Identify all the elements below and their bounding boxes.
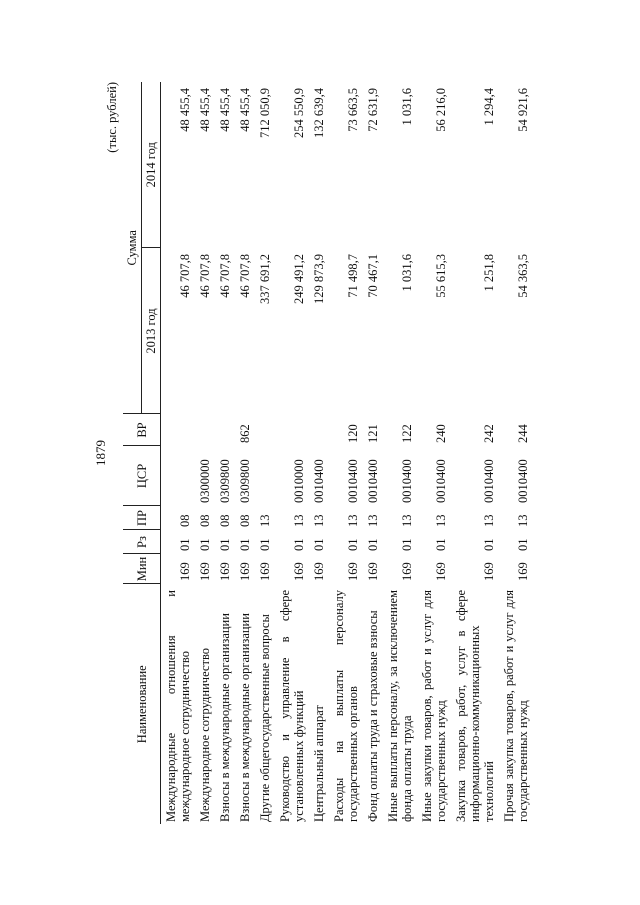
row-pr: 13	[366, 514, 380, 527]
row-2014: 1 031,6	[400, 87, 414, 125]
row-2014: 73 663,5	[346, 87, 360, 132]
header-row	[123, 82, 142, 824]
units-label: (тыс. рублей)	[105, 81, 119, 153]
row-csr: 0010400	[516, 458, 530, 503]
row-csr	[255, 446, 275, 506]
row-min: 169	[258, 561, 272, 581]
row-2014: 48 455,4	[238, 87, 252, 132]
row-2013: 46 707,8	[178, 253, 192, 298]
row-2013: 55 615,3	[434, 253, 448, 298]
row-rz: 01	[178, 538, 192, 551]
row-csr: 0010400	[312, 458, 326, 503]
row-min: 169	[434, 561, 448, 581]
row-pr: 13	[482, 514, 496, 527]
row-rz: 01	[198, 538, 212, 551]
row-name: Другие общегосударственные вопросы	[258, 613, 272, 822]
row-csr: 0309800	[218, 458, 232, 503]
header-name: Наименование	[123, 584, 161, 824]
row-pr: 13	[434, 514, 448, 527]
row-min: 169	[238, 561, 252, 581]
row-name: Международное сотрудничество	[198, 647, 212, 822]
table-row	[451, 82, 499, 824]
row-csr	[161, 446, 196, 506]
table-row	[363, 82, 383, 824]
row-2014: 1 294,4	[482, 87, 496, 125]
row-rz: 01	[238, 538, 252, 551]
row-name: Центральный аппарат	[312, 704, 326, 822]
header-year-2013: 2013 год	[142, 248, 161, 414]
row-min: 169	[178, 561, 192, 581]
page-number: 1879	[93, 439, 108, 466]
row-rz: 01	[292, 538, 306, 551]
row-pr: 13	[258, 514, 272, 527]
row-vr	[275, 414, 309, 446]
row-pr: 08	[178, 514, 192, 527]
row-2014: 132 639,4	[312, 87, 326, 138]
row-name: Взносы в международные организации	[218, 612, 232, 822]
table-row	[255, 82, 275, 824]
row-name: Иные закупки товаров, работ и услуг для государственных нужд	[420, 589, 448, 822]
row-rz: 01	[346, 538, 360, 551]
row-csr: 0010400	[400, 458, 414, 503]
row-min: 169	[482, 561, 496, 581]
row-pr: 13	[312, 514, 326, 527]
row-name: Расходы на выплаты персоналу государственных органов	[332, 589, 360, 822]
row-2013: 46 707,8	[198, 253, 212, 298]
header-year-2014: 2014 год	[142, 82, 161, 248]
row-vr: 242	[482, 423, 496, 443]
table-row	[215, 82, 235, 824]
row-name: Международные отношения и международное сотрудничество	[164, 589, 192, 822]
row-2014: 72 631,9	[366, 87, 380, 132]
row-pr: 13	[516, 514, 530, 527]
row-min: 169	[400, 561, 414, 581]
row-vr: 862	[238, 423, 252, 443]
row-2014: 48 455,4	[198, 87, 212, 132]
row-2013: 71 498,7	[346, 253, 360, 298]
table-row	[275, 82, 309, 824]
table-row	[161, 82, 196, 824]
header-csr: ЦСР	[123, 446, 161, 506]
row-pr: 08	[238, 514, 252, 527]
row-vr	[215, 414, 235, 446]
header-rz: Рз	[123, 530, 161, 554]
row-min: 169	[198, 561, 212, 581]
row-rz: 01	[482, 538, 496, 551]
row-name: Фонд оплаты труда и страховые взносы	[366, 609, 380, 822]
table-row	[417, 82, 451, 824]
row-min: 169	[312, 561, 326, 581]
row-csr: 0010400	[434, 458, 448, 503]
table-row	[383, 82, 417, 824]
header-min: Мин	[123, 554, 161, 584]
row-rz: 01	[312, 538, 326, 551]
row-2013: 337 691,2	[258, 253, 272, 304]
row-name: Взносы в международные организации	[238, 612, 252, 822]
row-pr: 08	[218, 514, 232, 527]
row-vr: 244	[516, 423, 530, 443]
row-2014: 48 455,4	[218, 87, 232, 132]
row-rz: 01	[434, 538, 448, 551]
row-vr: 240	[434, 423, 448, 443]
row-name: Иные выплаты персоналу, за исключением фонда оплаты труда	[386, 589, 414, 822]
row-2014: 712 050,9	[258, 87, 272, 138]
row-name: Прочая закупка товаров, работ и услуг для государственных нужд	[502, 589, 530, 822]
row-2013: 249 491,2	[292, 253, 306, 304]
row-pr: 13	[292, 514, 306, 527]
table-row	[329, 82, 363, 824]
table-row	[195, 82, 215, 824]
row-2014: 254 550,9	[292, 87, 306, 138]
row-2014: 54 921,6	[516, 87, 530, 132]
row-name: Закупка товаров, работ, услуг в сфере информационно-коммуникационных технологий	[454, 589, 496, 822]
row-vr	[195, 414, 215, 446]
row-2013: 1 251,8	[482, 253, 496, 291]
table-row	[499, 82, 533, 824]
header-pr: ПР	[123, 506, 161, 530]
row-rz: 01	[516, 538, 530, 551]
row-2013: 129 873,9	[312, 253, 326, 304]
row-vr	[309, 414, 329, 446]
row-name: Руководство и управление в сфере установленных функций	[278, 589, 306, 822]
row-csr: 0010400	[366, 458, 380, 503]
row-vr: 122	[400, 423, 414, 443]
budget-table	[123, 82, 533, 824]
row-2013: 1 031,6	[400, 253, 414, 291]
row-2013: 54 363,5	[516, 253, 530, 298]
row-min: 169	[366, 561, 380, 581]
row-vr	[161, 414, 196, 446]
row-rz: 01	[366, 538, 380, 551]
row-csr: 0010400	[482, 458, 496, 503]
row-min: 169	[516, 561, 530, 581]
row-pr: 08	[198, 514, 212, 527]
row-min: 169	[346, 561, 360, 581]
row-csr: 0010000	[292, 458, 306, 503]
row-2013: 46 707,8	[218, 253, 232, 298]
row-2013: 46 707,8	[238, 253, 252, 298]
row-csr: 0300000	[198, 458, 212, 503]
header-summa: Сумма	[123, 82, 142, 414]
row-csr: 0309800	[238, 458, 252, 503]
row-2014: 56 216,0	[434, 87, 448, 132]
row-rz: 01	[218, 538, 232, 551]
row-csr: 0010400	[346, 458, 360, 503]
row-min: 169	[218, 561, 232, 581]
row-2014: 48 455,4	[178, 87, 192, 132]
header-vr: ВР	[123, 414, 161, 446]
row-vr: 120	[346, 423, 360, 443]
row-pr: 13	[400, 514, 414, 527]
row-pr: 13	[346, 514, 360, 527]
rotated-content	[85, 78, 555, 828]
table-row	[235, 82, 255, 824]
table-row	[309, 82, 329, 824]
row-vr: 121	[366, 423, 380, 443]
row-min: 169	[292, 561, 306, 581]
row-rz: 01	[258, 538, 272, 551]
row-rz: 01	[400, 538, 414, 551]
row-vr	[255, 414, 275, 446]
row-2013: 70 467,1	[366, 253, 380, 298]
